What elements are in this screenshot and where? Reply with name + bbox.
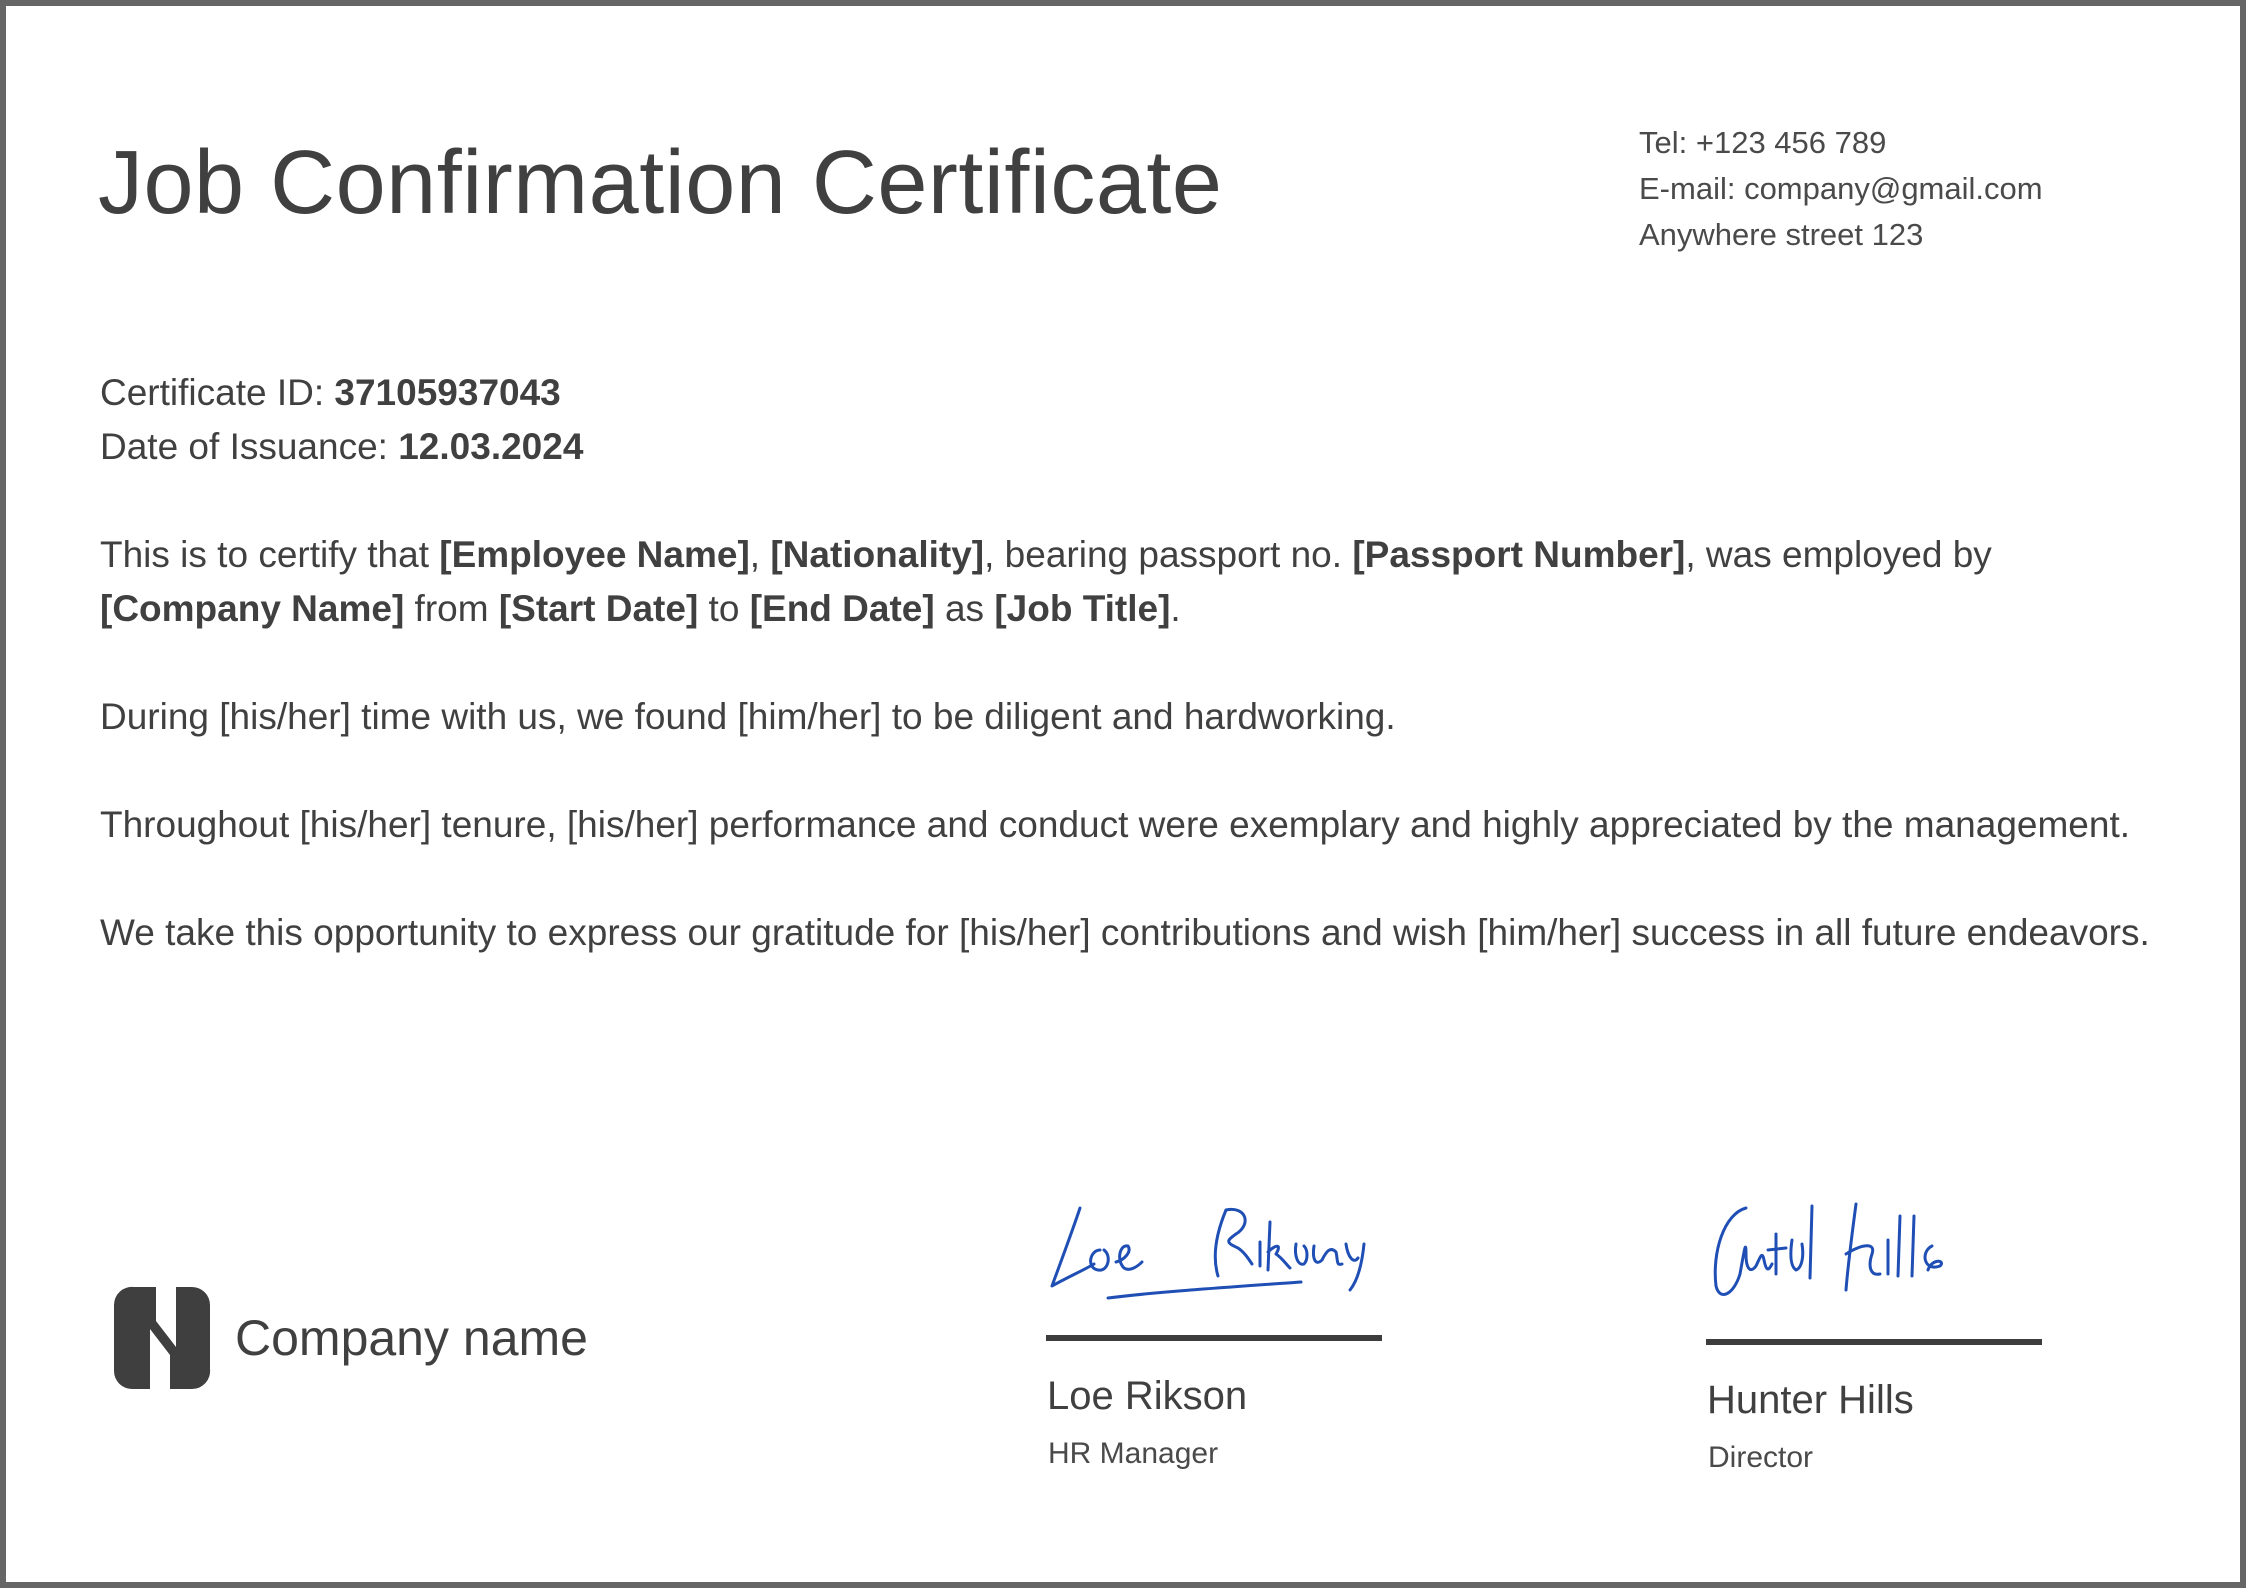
signatory-role: HR Manager	[1048, 1437, 1219, 1470]
certificate-meta	[100, 366, 583, 474]
end-date-placeholder: [End Date]	[749, 588, 935, 629]
contact-email: E-mail: company@gmail.com	[1639, 171, 2043, 206]
certificate-title: Job Confirmation Certificate	[98, 133, 1223, 233]
passport-number-placeholder: [Passport Number]	[1352, 534, 1686, 575]
signature-line	[1046, 1335, 1382, 1341]
certificate-id-value: 37105937043	[334, 372, 561, 413]
signatory-name: Hunter Hills	[1707, 1378, 1914, 1422]
start-date-placeholder: [Start Date]	[498, 588, 699, 629]
certificate-id-label: Certificate ID:	[100, 372, 335, 413]
body-paragraph-diligence: During [his/her] time with us, we found [him/her] to be diligent and hardworking.	[100, 696, 1396, 737]
signature-loe-rikson	[1046, 1194, 1386, 1314]
contact-address: Anywhere street 123	[1639, 217, 1924, 252]
certificate-body	[100, 528, 2180, 1014]
signature-line	[1706, 1339, 2042, 1345]
text-segment: from	[404, 588, 499, 629]
issuance-date-label: Date of Issuance:	[100, 426, 399, 467]
text-segment: ,	[749, 534, 771, 575]
text-segment: to	[698, 588, 750, 629]
contact-tel: Tel: +123 456 789	[1639, 125, 1887, 160]
company-name: Company name	[235, 1310, 588, 1366]
text-segment: , was employed by	[1685, 534, 1992, 575]
body-paragraph-gratitude: We take this opportunity to express our gratitude for [his/her] contributions and wish [him/her] success in all future endeavors.	[100, 912, 2150, 953]
text-segment: , bearing passport no.	[984, 534, 1353, 575]
signatory-name: Loe Rikson	[1047, 1374, 1248, 1418]
company-name-placeholder: [Company Name]	[100, 588, 405, 629]
signature-block-hr	[1046, 1194, 1386, 1470]
text-segment: This is to certify that	[100, 534, 440, 575]
text-segment: as	[934, 588, 995, 629]
employee-name-placeholder: [Employee Name]	[439, 534, 750, 575]
issuance-date-line	[100, 420, 583, 474]
body-paragraph-certify	[100, 528, 2180, 636]
signatory-role: Director	[1708, 1441, 1814, 1474]
company-logo-icon	[112, 1285, 212, 1391]
certificate-id-line	[100, 366, 583, 420]
contact-info	[1639, 120, 2043, 258]
signature-block-director	[1706, 1194, 2046, 1474]
issuance-date-value: 12.03.2024	[398, 426, 584, 467]
nationality-placeholder: [Nationality]	[770, 534, 985, 575]
signature-hunter-hills	[1706, 1194, 2046, 1314]
body-paragraph-performance: Throughout [his/her] tenure, [his/her] performance and conduct were exemplary and highly appreciated by the management.	[100, 804, 2131, 845]
job-title-placeholder: [Job Title]	[994, 588, 1171, 629]
text-segment: .	[1170, 588, 1181, 629]
